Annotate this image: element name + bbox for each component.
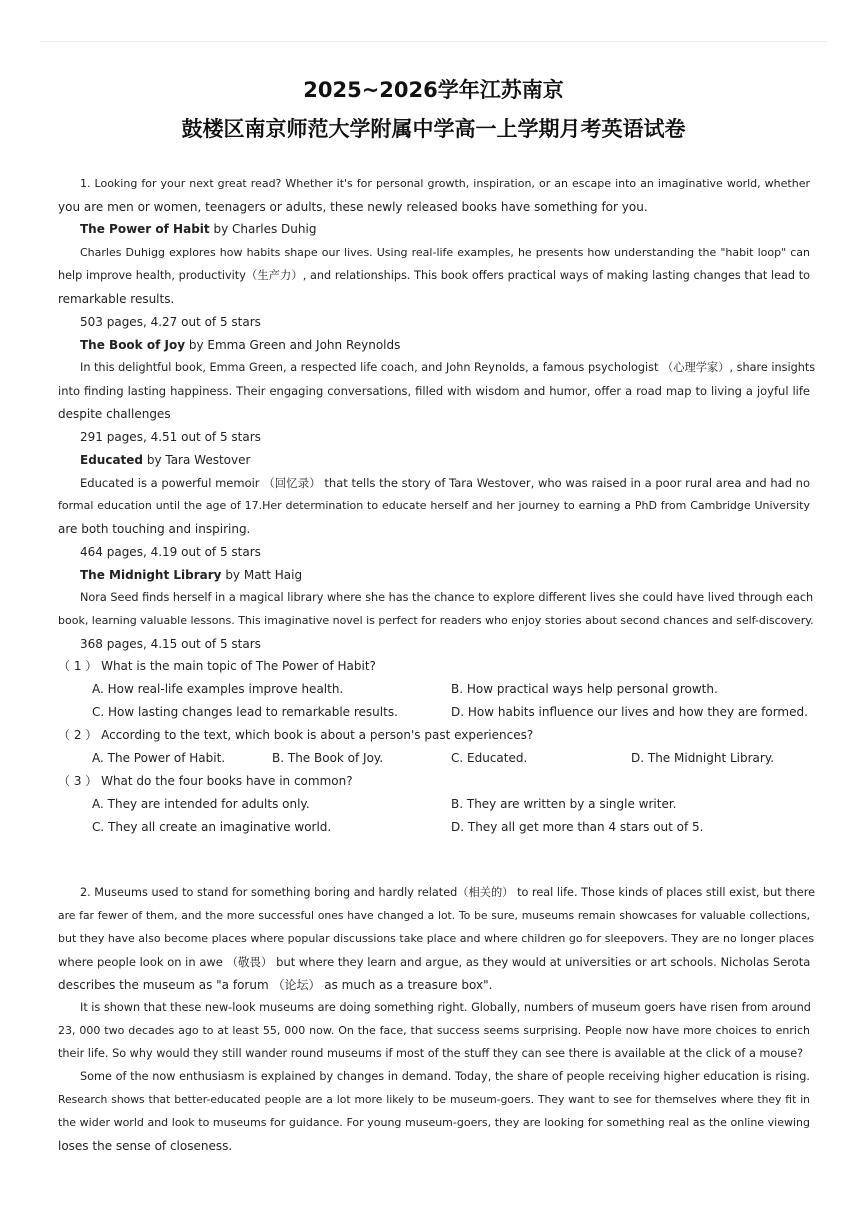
book-heading <box>80 221 316 237</box>
passage-line: but they have also become places where popular discussions take place and where children go for sleepovers. They are no longer places <box>58 932 815 945</box>
book-title: The Power of Habit <box>80 222 210 236</box>
book-stats: 368 pages, 4.15 out of 5 stars <box>80 637 261 651</box>
answer-option[interactable]: D. The Midnight Library. <box>631 751 775 765</box>
book-desc-line: formal education until the age of 17.Her determination to educate herself and her journey to earning a PhD from Cambridge University <box>58 499 810 512</box>
passage-line: are far fewer of them, and the more successful ones have changed a lot. To be sure, museums remain showcases for valuable collections, <box>58 909 810 922</box>
q1-intro-line: you are men or women, teenagers or adults, these newly released books have something for you. <box>58 200 648 214</box>
question-stem: （ 1 ） What is the main topic of The Power of Habit? <box>58 659 376 673</box>
book-heading <box>80 337 400 353</box>
answer-option[interactable]: C. How lasting changes lead to remarkable results. <box>92 705 398 719</box>
exam-title-line2: 鼓楼区南京师范大学附属中学高一上学期月考英语试卷 <box>181 117 686 141</box>
book-desc-line: Nora Seed finds herself in a magical library where she has the chance to explore different lives she could have lived through each <box>80 591 814 604</box>
book-title: Educated <box>80 453 144 467</box>
book-desc-line: Educated is a powerful memoir （回忆录） that tells the story of Tara Westover, who was raised in a poor rural area and had no <box>80 476 810 490</box>
question-stem: （ 2 ） According to the text, which book is about a person's past experiences? <box>58 728 534 742</box>
book-desc-line: into finding lasting happiness. Their engaging conversations, filled with wisdom and humor, offer a road map to living a joyful life <box>58 384 810 398</box>
book-author: by Charles Duhig <box>209 222 317 236</box>
book-stats: 503 pages, 4.27 out of 5 stars <box>80 315 261 329</box>
top-rule <box>40 41 827 42</box>
answer-option[interactable]: D. They all get more than 4 stars out of 5. <box>451 820 704 834</box>
book-title: The Book of Joy <box>80 338 186 352</box>
book-title: The Midnight Library <box>80 568 222 582</box>
book-author: by Emma Green and John Reynolds <box>185 338 401 352</box>
book-author: by Tara Westover <box>143 453 251 467</box>
answer-option[interactable]: C. They all create an imaginative world. <box>92 820 332 834</box>
book-desc-line: Charles Duhigg explores how habits shape our lives. Using real-life examples, he presents how understanding the "habit loop" can <box>80 246 810 259</box>
answer-option[interactable]: A. The Power of Habit. <box>92 751 226 765</box>
book-heading <box>80 452 250 468</box>
question-stem: （ 3 ） What do the four books have in common? <box>58 774 353 788</box>
passage-line: loses the sense of closeness. <box>58 1139 233 1153</box>
passage-line: describes the museum as "a forum （论坛） as much as a treasure box". <box>58 978 493 992</box>
book-desc-line: remarkable results. <box>58 292 175 306</box>
answer-option[interactable]: B. The Book of Joy. <box>272 751 384 765</box>
answer-option[interactable]: A. How real-life examples improve health. <box>92 682 344 696</box>
book-desc-line: In this delightful book, Emma Green, a respected life coach, and John Reynolds, a famous psychologist （心理学家）, share insights <box>80 361 816 374</box>
book-author: by Matt Haig <box>221 568 303 582</box>
exam-title-line1: 2025~2026学年江苏南京 <box>303 78 564 102</box>
book-desc-line: help improve health, productivity（生产力）, and relationships. This book offers practical ways of making lasting changes that lead to <box>58 269 810 282</box>
answer-option[interactable]: A. They are intended for adults only. <box>92 797 310 811</box>
passage-line: where people look on in awe （敬畏） but where they learn and argue, as they would at universities or art schools. Nicholas Serota <box>58 955 811 969</box>
book-stats: 464 pages, 4.19 out of 5 stars <box>80 545 261 559</box>
passage-line: the wider world and look to museums for guidance. For young museum-goers, they are looking for something real as the online viewing <box>58 1116 810 1129</box>
passage-line: 2. Museums used to stand for something boring and hardly related（相关的） to real life. Those kinds of places still exist, but there <box>80 886 816 899</box>
passage-line: Research shows that better-educated people are a lot more likely to be museum-goers. They want to see for themselves where they fit in <box>58 1093 810 1106</box>
book-desc-line: despite challenges <box>58 407 171 421</box>
answer-option[interactable]: B. They are written by a single writer. <box>451 797 677 811</box>
passage-line: Some of the now enthusiasm is explained by changes in demand. Today, the share of people receiving higher education is rising. <box>80 1070 810 1083</box>
book-stats: 291 pages, 4.51 out of 5 stars <box>80 430 261 444</box>
q1-intro-line: 1. Looking for your next great read? Whether it's for personal growth, inspiration, or an escape into an imaginative world, whether <box>80 177 810 190</box>
answer-option[interactable]: C. Educated. <box>451 751 528 765</box>
book-desc-line: are both touching and inspiring. <box>58 522 251 536</box>
book-heading <box>80 567 302 583</box>
book-desc-line: book, learning valuable lessons. This imaginative novel is perfect for readers who enjoy stories about second chances and self-discovery. <box>58 614 814 627</box>
passage-line: their life. So why would they still wander round museums if most of the stuff they can see there is available at the click of a mouse? <box>58 1047 804 1060</box>
answer-option[interactable]: B. How practical ways help personal growth. <box>451 682 718 696</box>
passage-line: It is shown that these new-look museums are doing something right. Globally, numbers of museum goers have risen from around <box>80 1001 811 1014</box>
passage-line: 23, 000 two decades ago to at least 55, 000 now. On the face, that success seems surprising. People now have more choices to enrich <box>58 1024 810 1037</box>
answer-option[interactable]: D. How habits influence our lives and how they are formed. <box>451 705 808 719</box>
